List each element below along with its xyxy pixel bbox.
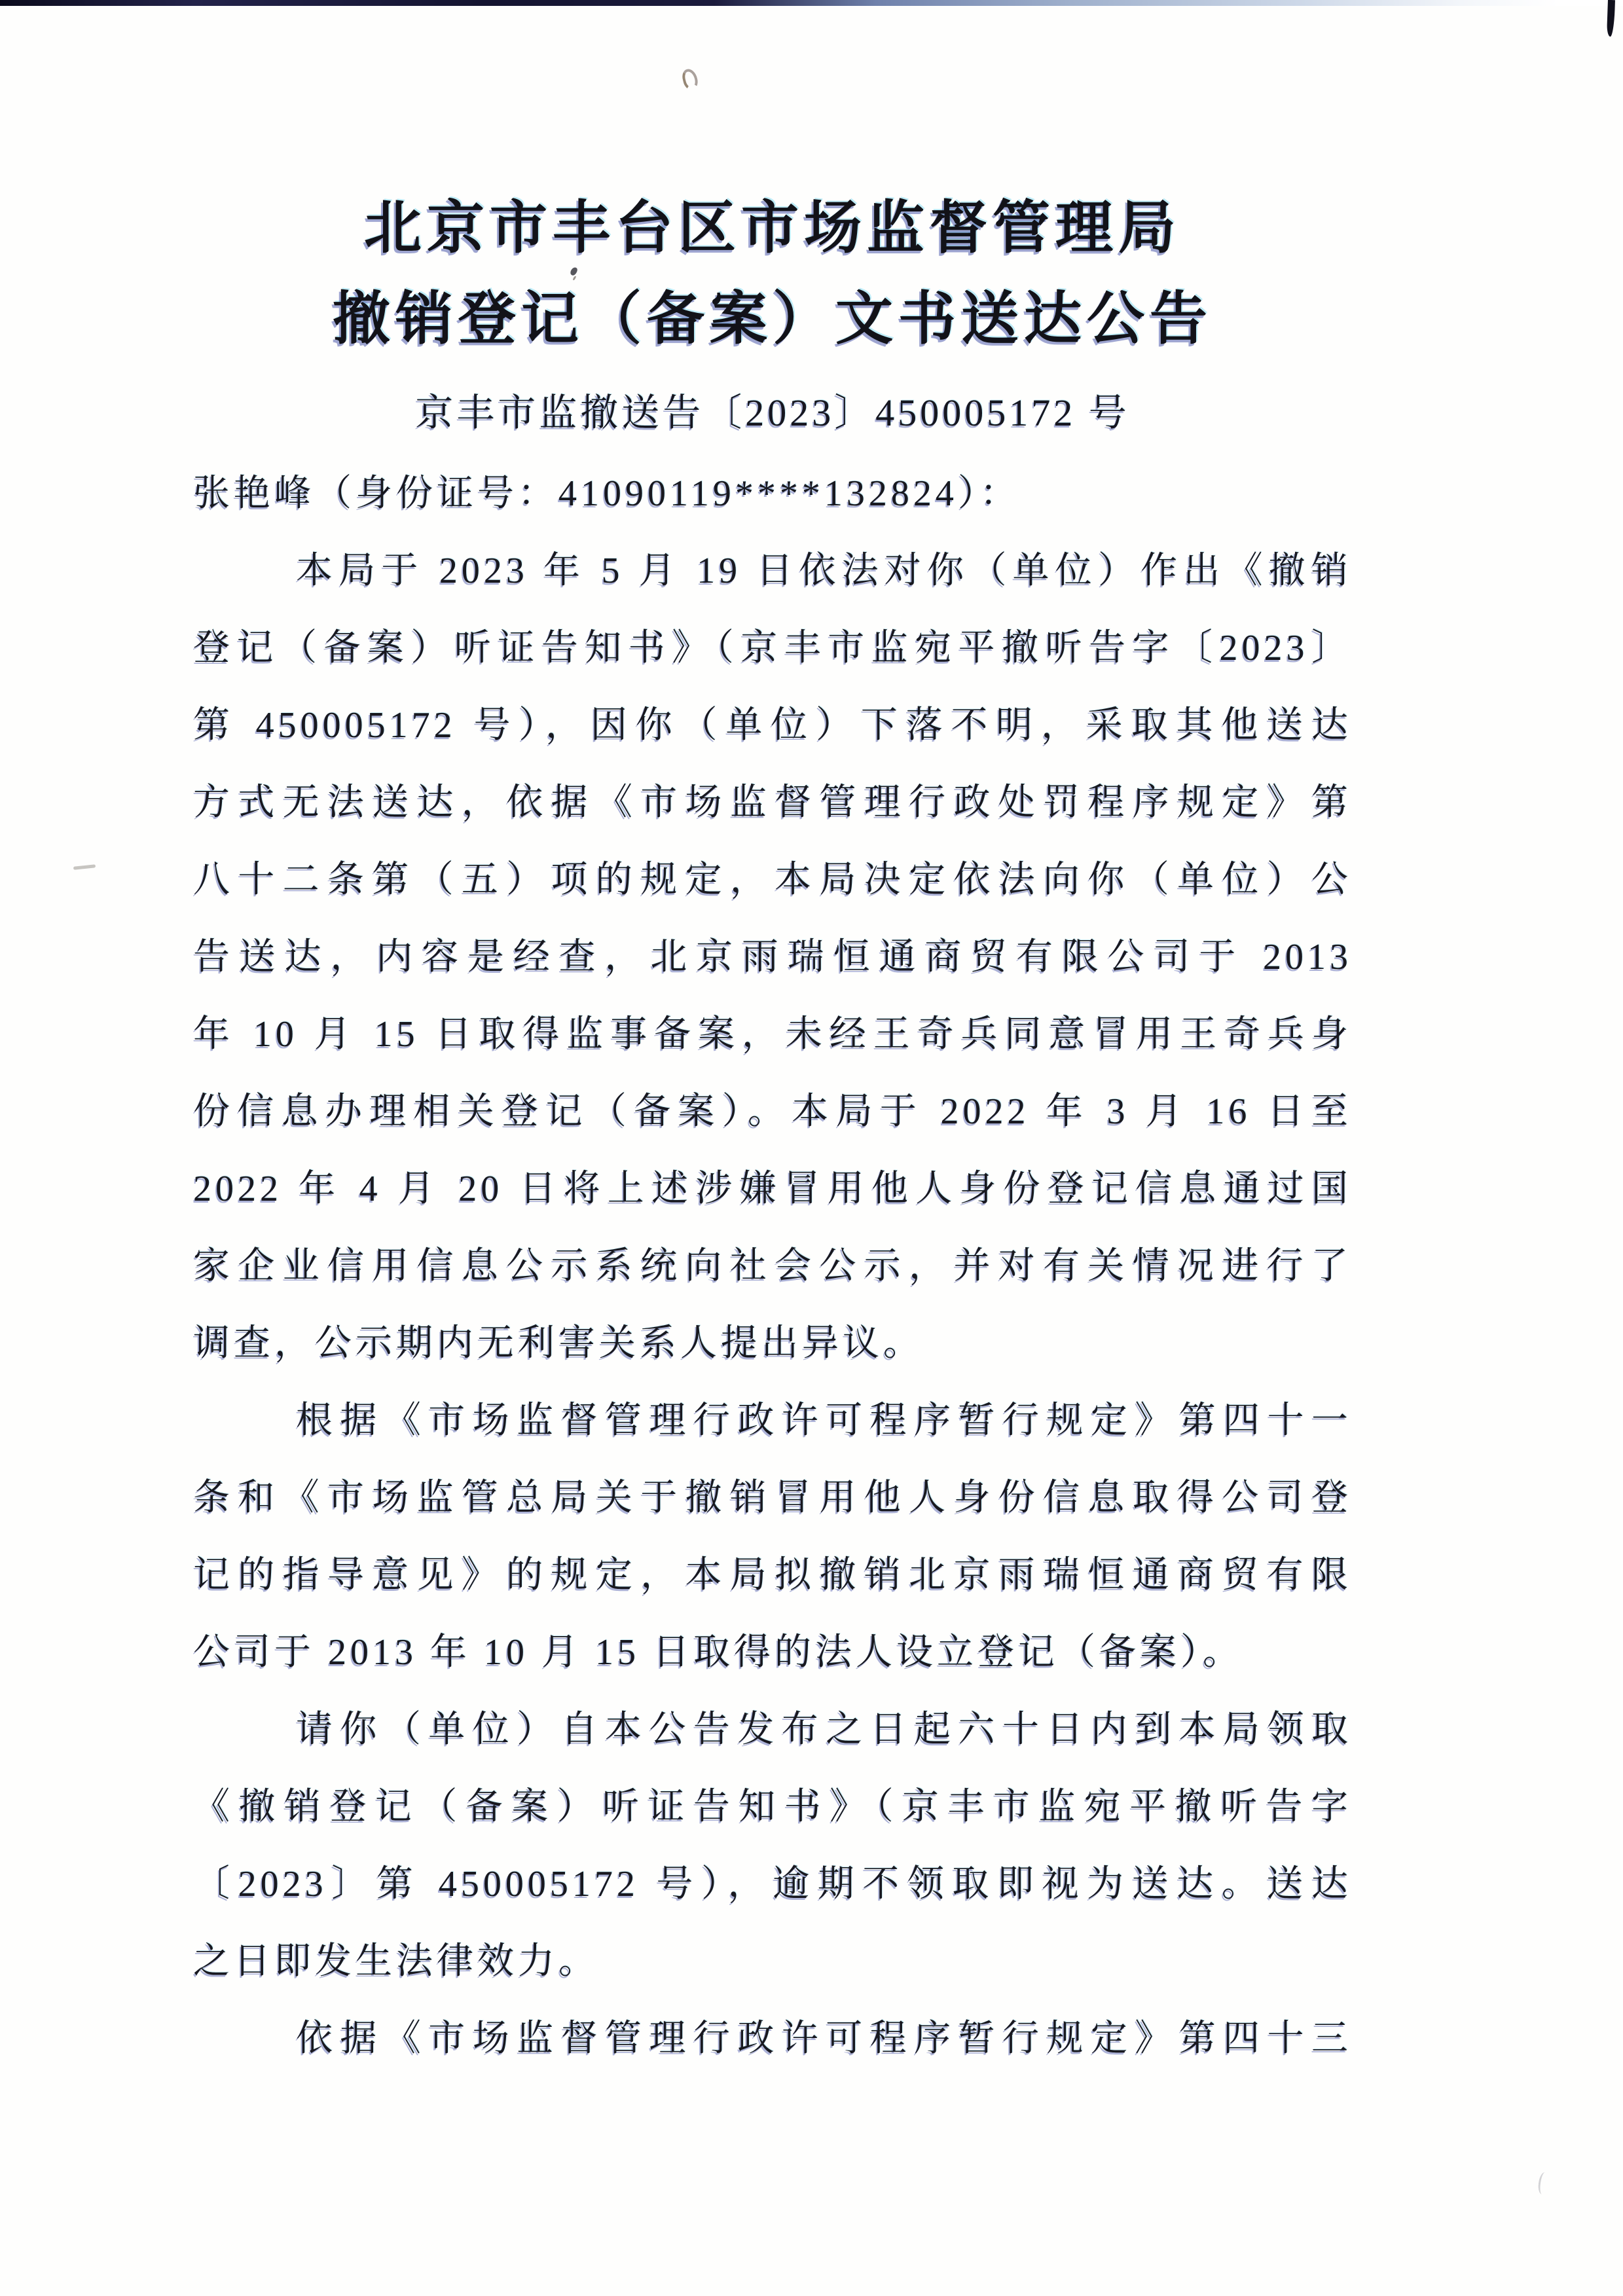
body-line: 《撤销登记（备案）听证告知书》（京丰市监宛平撤听告字 [193,1787,1352,1827]
document-content [193,0,1352,2077]
body-line: 依据《市场监督管理行政许可程序暂行规定》第四十三 [296,2018,1352,2059]
body-line: 家企业信用信息公示系统向社会公示，并对有关情况进行了 [193,1246,1352,1286]
body-line: 记的指导意见》的规定，本局拟撤销北京雨瑞恒通商贸有限 [193,1555,1352,1595]
body-lines [193,455,1352,2077]
body-line: 之日即发生法律效力。 [193,1941,599,1982]
scan-corner-tick-artifact [1607,0,1615,37]
body-line: 方式无法送达，依据《市场监督管理行政处罚程序规定》第 [193,782,1352,823]
body-line: 调查，公示期内无利害关系人提出异议。 [193,1323,924,1364]
dust-mark [1537,2172,1550,2195]
body-line: 公司于 2013 年 10 月 15 日取得的法人设立登记（备案）。 [193,1632,1243,1673]
document-number: 京丰市监撤送告〔2023〕450005172 号 [415,392,1130,434]
body-line: 条和《市场监管总局关于撤销冒用他人身份信息取得公司登 [193,1478,1352,1518]
body-line: 2022 年 4 月 20 日将上述涉嫌冒用他人身份登记信息通过国 [193,1169,1352,1209]
body-line: 年 10 月 15 日取得监事备案，未经王奇兵同意冒用王奇兵身 [193,1014,1352,1055]
body-line: 请你（单位）自本公告发布之日起六十日内到本局领取 [296,1709,1352,1750]
body-line: 第 450005172 号），因你（单位）下落不明，采取其他送达 [193,705,1352,746]
body-line: 〔2023〕第 450005172 号），逾期不领取即视为送达。送达 [193,1864,1352,1904]
body-line: 根据《市场监督管理行政许可程序暂行规定》第四十一 [296,1400,1352,1441]
body-line: 登记（备案）听证告知书》（京丰市监宛平撤听告字〔2023〕 [193,628,1352,668]
dust-mark [73,864,96,870]
body-line: 张艳峰（身份证号：41090119****132824）： [193,473,1021,514]
document-title-line1: 北京市丰台区市场监督管理局 [363,197,1181,261]
body-line: 份信息办理相关登记（备案）。本局于 2022 年 3 月 16 日至 [193,1091,1352,1132]
document-title-line2: 撤销登记（备案）文书送达公告 [332,288,1213,352]
body-line: 八十二条第（五）项的规定，本局决定依法向你（单位）公 [193,860,1352,900]
body-line: 告送达，内容是经查，北京雨瑞恒通商贸有限公司于 2013 [193,937,1352,977]
body-line: 本局于 2023 年 5 月 19 日依法对你（单位）作出《撤销 [296,551,1352,591]
